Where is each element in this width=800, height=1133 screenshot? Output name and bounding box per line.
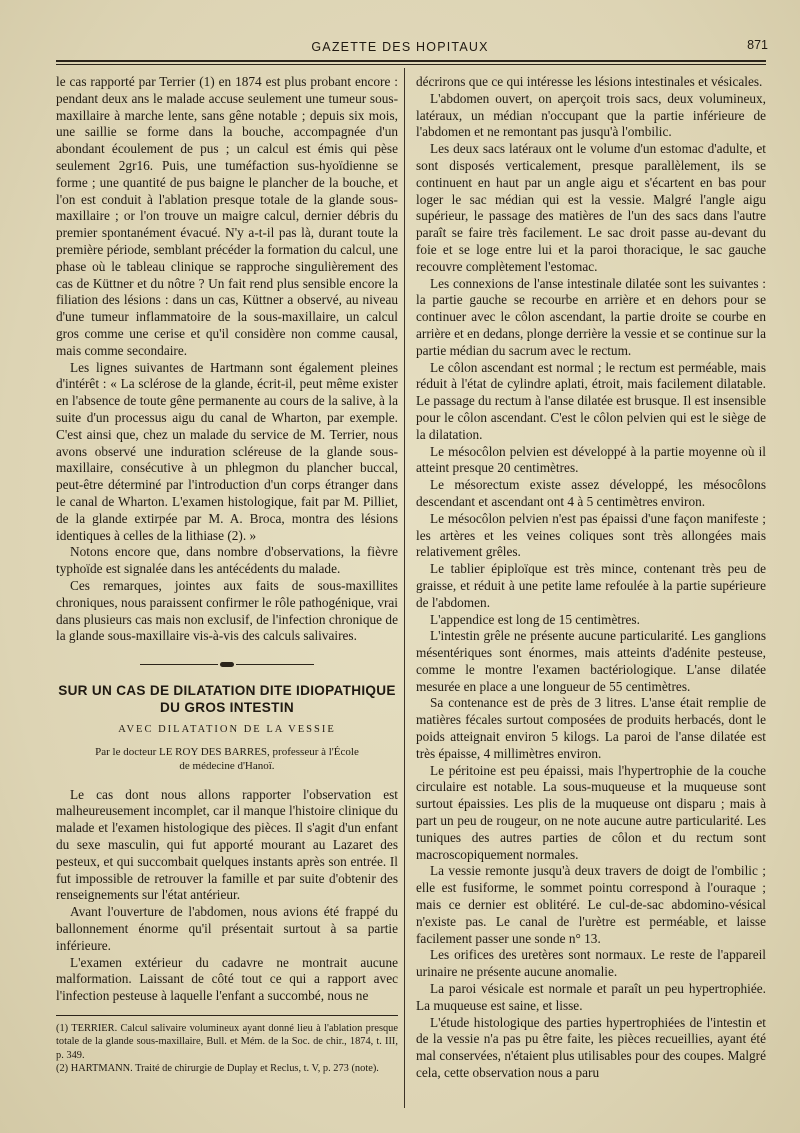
body-paragraph: Le mésorectum existe assez développé, les mésocôlons descendant et ascendant ont 4 à 5 centimètres environ. bbox=[416, 477, 766, 509]
body-paragraph: Les lignes suivantes de Hartmann sont également pleines d'intérêt : « La sclérose de la glande, écrit-il, peut même exister en l'absence de toute gêne permanente au cours de la salive, à la suite d'un processus aigu du canal de Wharton, par exemple. C'est ainsi que, chez un malade du service de M. Terrier, nous avons observé une induration scléreuse de la glande sous-maxillaire, consécutive à un phlegmon du plancher buccal, peut-être déterminé par l'introduction d'un corps étranger dans le canal de Wharton. L'examen histologique, fait par M. Pilliet, de la glande extirpée par M. A. Broca, montra des lésions identiques à celles de la lithiase (2). » bbox=[56, 359, 398, 543]
column-divider bbox=[404, 68, 405, 1108]
body-paragraph: Le péritoine est peu épaissi, mais l'hypertrophie de la couche circulaire est notable. La sous-muqueuse et la muqueuse sont surtout épaissies. Les plis de la muqueuse ont disparu ; mais à part un peu de rougeur, on ne note aucune autre particularité. Les tuniques des autres parties de côlon et du rectum sont macroscopiquement normales. bbox=[416, 762, 766, 862]
body-paragraph: Sa contenance est de près de 3 litres. L'anse était remplie de matières fécales surtout composées de produits herbacés, dont le poids atteignait environ 5 kilogs. La paroi de l'anse dilatée est très épaisse, 4 millimètres environ. bbox=[416, 695, 766, 761]
body-paragraph: La vessie remonte jusqu'à deux travers de doigt de l'ombilic ; elle est fusiforme, le sommet pointu correspond à l'ouraque ; mais ce dernier est oblitéré. Le cul-de-sac abdomino-vésical n'existe pas. Le canal de l'urètre est perméable, et laisse facilement passer une sonde n° 13. bbox=[416, 863, 766, 946]
section-separator bbox=[56, 657, 398, 674]
article-title-line: DU GROS INTESTIN bbox=[160, 699, 294, 715]
header-rule-thin bbox=[56, 64, 766, 65]
page-number: 871 bbox=[747, 38, 768, 52]
body-paragraph: Le tablier épiploïque est très mince, contenant très peu de graisse, et réduit à une petite lame refoulée à la partie supérieure de l'abdomen. bbox=[416, 561, 766, 610]
separator-line bbox=[236, 664, 314, 665]
body-paragraph: L'abdomen ouvert, on aperçoit trois sacs, deux volumineux, latéraux, un médian n'occupant que la partie inférieure de l'abdomen et ne remontant pas jusqu'à l'ombilic. bbox=[416, 90, 766, 140]
article-byline bbox=[56, 745, 398, 773]
body-paragraph: Le mésocôlon pelvien est développé à la partie moyenne où il atteint presque 20 centimètres. bbox=[416, 443, 766, 476]
body-paragraph: La paroi vésicale est normale et paraît un peu hypertrophiée. La muqueuse est saine, et lisse. bbox=[416, 981, 766, 1013]
body-paragraph: Les connexions de l'anse intestinale dilatée sont les suivantes : la partie gauche se recourbe en arrière et en dehors pour se continuer avec le côlon ascendant, la partie droite se courbe en arrière et en dedans, plonge derrière la vessie et se continue sur la partie médian du sacrum avec le rectum. bbox=[416, 275, 766, 358]
left-column bbox=[56, 74, 398, 1076]
body-paragraph: L'intestin grêle ne présente aucune particularité. Les ganglions mésentériques sont énormes, mais atteints d'adénite pesteuse, comme le montre l'examen bactériologique. L'anse dilatée mesurée en place a une longueur de 55 centimètres. bbox=[416, 628, 766, 694]
body-paragraph: Le mésocôlon pelvien n'est pas épaissi d'une façon manifeste ; les artères et les veines coliques sont très allongées mais relativement grêles. bbox=[416, 510, 766, 560]
body-paragraph: Notons encore que, dans nombre d'observations, la fièvre typhoïde est signalée dans les antécédents du malade. bbox=[56, 544, 398, 577]
footnote: (2) HARTMANN. Traité de chirurgie de Duplay et Reclus, t. V, p. 273 (note). bbox=[56, 1063, 379, 1075]
article-paragraph: Le cas dont nous allons rapporter l'observation est malheureusement incomplet, car il manque l'histoire clinique du malade et l'examen histologique des pièces. Il s'agit d'un enfant du sexe masculin, qui fut apporté mourant au Lazaret des pesteux, et qui succombait quelques instants après son entrée. Il fut impossible de retrouver la famille et par suite d'obtenir des renseignements sur l'état antérieur. bbox=[56, 786, 398, 903]
body-paragraph: décrirons que ce qui intéresse les lésions intestinales et vésicales. bbox=[416, 74, 763, 89]
header-rule-thick bbox=[56, 60, 766, 62]
right-column bbox=[416, 74, 766, 1082]
body-paragraph: Les orifices des uretères sont normaux. Le reste de l'appareil urinaire ne présente aucune anomalie. bbox=[416, 947, 766, 980]
body-paragraph: Le côlon ascendant est normal ; le rectum est perméable, mais réduit à l'état de cylindre aplati, étroit, mais facilement dilatable. Le passage du rectum à l'anse dilatée est brusque. Il est insensible pour le côlon ascendant. C'est le côlon pelvien qui est le siège de la dilatation. bbox=[416, 359, 766, 442]
separator-ornament bbox=[220, 662, 234, 667]
article-paragraph: L'examen extérieur du cadavre ne montrait aucune malformation. Laissant de côté tout ce qui a rapport avec l'infection pesteuse à laquelle l'enfant a succombé, nous ne bbox=[56, 954, 398, 1004]
separator-line bbox=[140, 664, 218, 665]
body-paragraph: L'appendice est long de 15 centimètres. bbox=[430, 611, 640, 627]
body-paragraph: Ces remarques, jointes aux faits de sous-maxillites chroniques, nous paraissent confirmer le rôle pathogénique, vrai dans plusieurs cas mais non exclusif, de l'infection chronique de la glande sous-maxillaire vis-à-vis des calculs salivaires. bbox=[56, 577, 398, 644]
running-title: GAZETTE DES HOPITAUX bbox=[311, 40, 489, 54]
article-title bbox=[56, 682, 398, 716]
footnote: (1) TERRIER. Calcul salivaire volumineux ayant donné lieu à l'ablation presque totale de la glande sous-maxillaire, Bull. et Mém. de la Soc. de chir., 1874, t. III, p. 349. bbox=[56, 1023, 398, 1061]
footnote-rule bbox=[56, 1015, 398, 1016]
body-paragraph: le cas rapporté par Terrier (1) en 1874 est plus probant encore : pendant deux ans le malade accuse seulement une tumeur sous-maxillaire à marche lente, sans gêne notable ; depuis six mois, une saillie se forme dans la bouche, accompagnée d'un abondant écoulement de pus ; un calcul est émis qui pèse seulement 2gr16. Puis, une tuméfaction sus-hyoïdienne se forme ; une quantité de pus baigne le plancher de la bouche, et l'on est conduit à l'ablation presque totale de la glande sous-maxillaire ; or l'on trouve un maigre calcul, dernier débris du premier spontanément évacué. N'y a-t-il pas là, durant toute la première période, semblant précéder la formation du calcul, une phase où le tableau clinique se rapproche singulièrement des cas de Küttner et du nôtre ? Un fait rend plus sensible encore la filiation des lésions : dans un cas, Küttner a observé, au niveau d'une tumeur inflammatoire de la sous-maxillaire, un calcul gros comme une cerise et qu'il considère non comme causal, mais comme secondaire. bbox=[56, 74, 398, 358]
article-title-line: SUR UN CAS DE DILATATION DITE IDIOPATHIQUE bbox=[58, 682, 396, 698]
body-paragraph: L'étude histologique des parties hypertrophiées de l'intestin et de la vessie n'a pas pu être faite, les pièces recueillies, ayant été mal conservées, n'étaient plus utilisables pour des coupes. Malgré cela, cette observation nous a paru bbox=[416, 1014, 766, 1081]
byline-line: Par le docteur LE ROY DES BARRES, professeur à l'École bbox=[95, 745, 359, 758]
byline-line: de médecine d'Hanoï. bbox=[179, 759, 275, 772]
article-paragraph: Avant l'ouverture de l'abdomen, nous avions été frappé du ballonnement énorme qu'il présentait surtout à sa partie inférieure. bbox=[56, 904, 398, 953]
article-subtitle: AVEC DILATATION DE LA VESSIE bbox=[118, 723, 336, 735]
body-paragraph: Les deux sacs latéraux ont le volume d'un estomac d'adulte, et sont disposés verticalement, presque parallèlement, ils se continuent en haut par un angle aigu et s'écartent en bas pour loger le sac médian qui est la vessie. Malgré l'angle aigu supérieur, le passage des matières de l'un des sacs dans l'autre paraît se faire très facilement. Le sac droit passe au-devant du foie et se loge entre lui et la paroi thoracique, le sac gauche recouvre complètement l'estomac. bbox=[416, 141, 766, 274]
